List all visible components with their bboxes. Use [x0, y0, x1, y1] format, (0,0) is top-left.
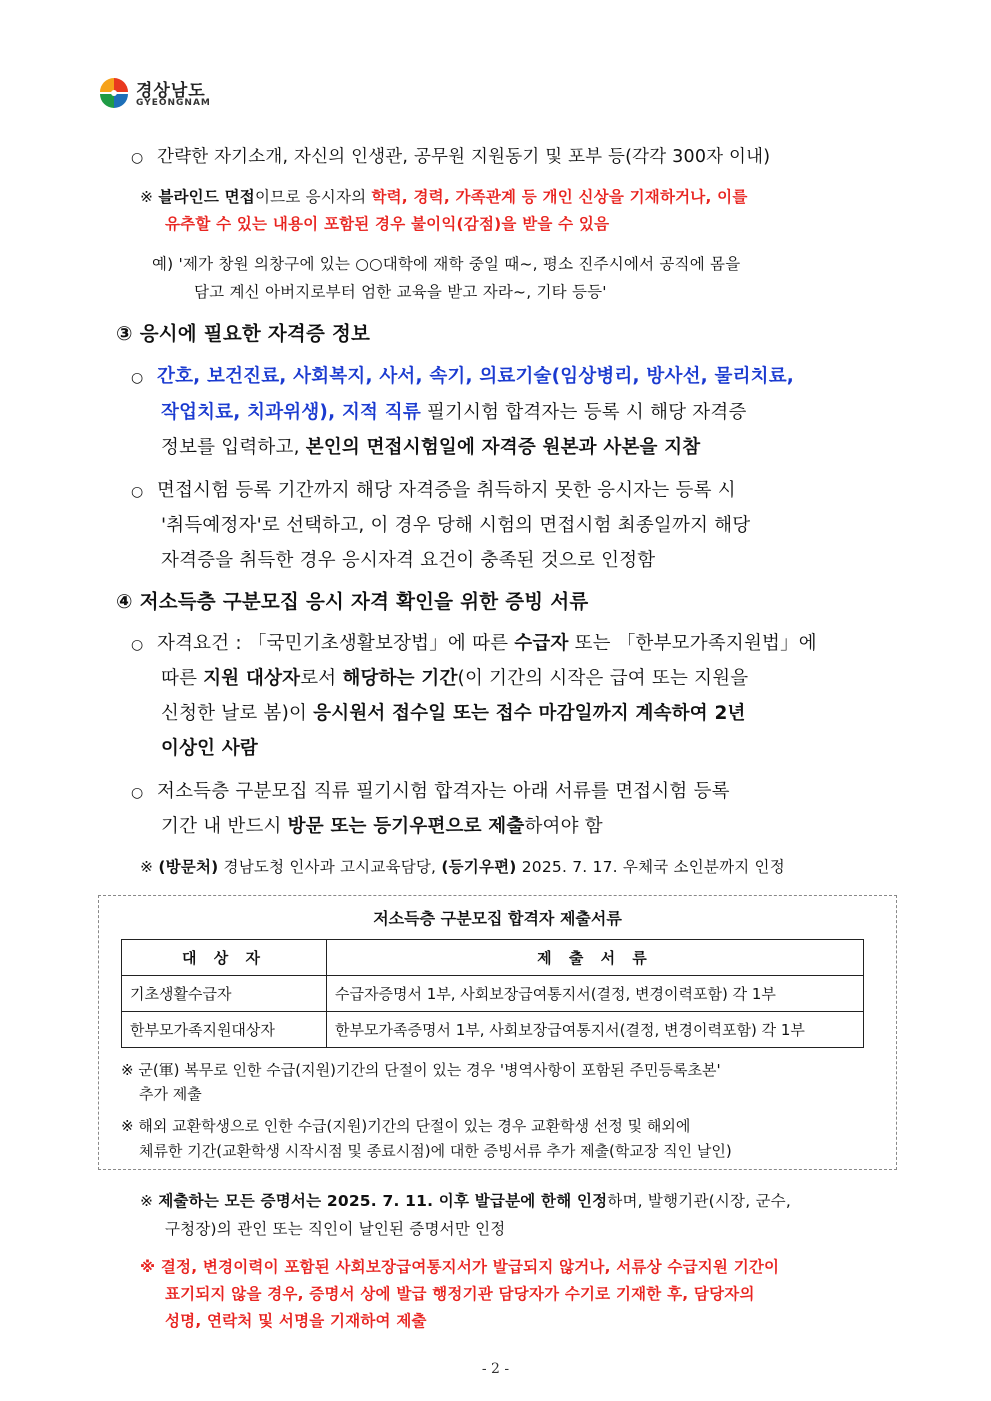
s4-l2e: (이 기간의 시작은 급여 또는 지원을	[457, 668, 749, 689]
section4-bullet2-line1	[131, 777, 730, 803]
section3-title: ③ 응시에 필요한 자격증 정보	[116, 322, 371, 345]
s4-l3b: 응시원서 접수일 또는 접수 마감일까지 계속하여 2년	[313, 703, 746, 724]
s4-b2-l1: 저소득층 구분모집 직류 필기시험 합격자는 아래 서류를 면접시험 등록	[157, 781, 730, 802]
blind-note-bold: 블라인드 면접	[158, 188, 255, 206]
example-line2: 담고 계신 아버지로부터 엄한 교육을 받고 자라~, 기타 등등'	[194, 283, 607, 301]
blind-note-line1	[140, 185, 748, 207]
page-number: - 2 -	[481, 1361, 510, 1377]
section3-bullet2-line2: '취득예정자'로 선택하고, 이 경우 당해 시험의 면접시험 최종일까지 해당	[161, 515, 751, 536]
section3-bullet2-line1	[131, 476, 736, 502]
table-row	[122, 1012, 864, 1048]
section3-bullet1-line3	[161, 433, 700, 459]
section3-blue2: 작업치료, 치과위생), 지적 직류	[161, 402, 421, 423]
intro-bullet-text: 간략한 자기소개, 자신의 인생관, 공무원 지원동기 및 포부 등(각각 300자 이내)	[157, 147, 771, 167]
section3-normal2: 필기시험 합격자는 등록 시 해당 자격증	[420, 402, 747, 423]
submission-documents-box	[98, 895, 897, 1170]
blind-note-red1: 학력, 경력, 가족관계 등 개인 신상을 기재하거나, 이를	[371, 188, 748, 206]
table-header-documents: 제 출 서 류	[327, 940, 864, 976]
section4-bullet1-line1	[131, 629, 817, 655]
box-note2-line1: ※ 해외 교환학생으로 인한 수급(지원)기간의 단절이 있는 경우 교환학생 선정 및 해외에	[121, 1117, 691, 1135]
bullet-circle-icon: ○	[131, 370, 144, 386]
logo-english-text: GYEONGNAM	[136, 98, 211, 108]
s4-l1c: 또는 「한부모가족지원법」에	[568, 633, 817, 654]
gyeongnam-logo	[96, 70, 236, 116]
table-cell: 한부모가족지원대상자	[122, 1012, 327, 1048]
s4-b2-l2b: 방문 또는 등기우편으로 제출	[287, 816, 525, 837]
example-line1: 예) '제가 창원 의창구에 있는 ○○대학에 재학 중일 때~, 평소 진주시에서 공직에 몸을	[152, 255, 741, 273]
box-note1-line2: 추가 제출	[139, 1085, 202, 1103]
bullet-circle-icon: ○	[131, 637, 144, 653]
section3-b2-text1: 면접시험 등록 기간까지 해당 자격증을 취득하지 못한 응시자는 등록 시	[157, 480, 736, 501]
box-note1-line1: ※ 군(軍) 복무로 인한 수급(지원)기간의 단절이 있는 경우 '병역사항이 포함된 주민등록초본'	[121, 1061, 721, 1079]
bullet-circle-icon: ○	[131, 785, 144, 801]
s4-b2-l2c: 하여야 함	[524, 816, 603, 837]
table-cell: 수급자증명서 1부, 사회보장급여통지서(결정, 변경이력포함) 각 1부	[327, 976, 864, 1012]
table-row	[122, 976, 864, 1012]
note-mark: ※	[140, 858, 159, 876]
section4-title: ④ 저소득층 구분모집 응시 자격 확인을 위한 증빙 서류	[116, 590, 589, 613]
s4-l2d: 해당하는 기간	[342, 668, 458, 689]
submission-documents-table	[121, 939, 864, 1048]
cert-note-normal: 하며, 발행기관(시장, 군수,	[607, 1192, 791, 1210]
intro-bullet	[131, 143, 770, 168]
table-cell: 한부모가족증명서 1부, 사회보장급여통지서(결정, 변경이력포함) 각 1부	[327, 1012, 864, 1048]
section4-bullet1-line3	[161, 699, 746, 725]
table-header-row	[122, 940, 864, 976]
box-title: 저소득층 구분모집 합격자 제출서류	[373, 909, 622, 928]
bullet-circle-icon: ○	[131, 484, 144, 500]
table-header-target: 대 상 자	[122, 940, 327, 976]
blind-note-red2: 유추할 수 있는 내용이 포함된 경우 불이익(감점)을 받을 수 있음	[165, 215, 610, 233]
table-cell: 기초생활수급자	[122, 976, 327, 1012]
blind-note-normal: 이므로 응시자의	[254, 188, 372, 206]
s4-l2b: 지원 대상자	[203, 668, 301, 689]
section3-bold3: 본인의 면접시험일에 자격증 원본과 사본을 지참	[305, 437, 701, 458]
note-mark: ※	[140, 1192, 159, 1210]
certificate-note-line2: 구청장)의 관인 또는 직인이 날인된 증명서만 인정	[165, 1220, 506, 1238]
s4-l1b: 수급자	[514, 633, 569, 654]
box-note2-line2: 체류한 기간(교환학생 시작시점 및 종료시점)에 대한 증빙서류 추가 제출(학교장 직인 날인)	[139, 1142, 732, 1160]
note-visit-place: 경남도청 인사과 고시교육담당,	[218, 858, 442, 876]
note-mark: ※	[140, 188, 154, 206]
s4-l2a: 따른	[161, 668, 204, 689]
section3-bullet2-line3: 자격증을 취득한 경우 응시자격 요건이 충족된 것으로 인정함	[161, 550, 656, 571]
red-note-line2: 표기되지 않을 경우, 증명서 상에 발급 행정기관 담당자가 수기로 기재한 후, 담당자의	[165, 1285, 755, 1303]
section4-bullet1-line4: 이상인 사람	[161, 738, 258, 759]
bullet-circle-icon: ○	[131, 150, 144, 166]
s4-b2-l2a: 기간 내 반드시	[161, 816, 288, 837]
red-note-line3: 성명, 연락처 및 서명을 기재하여 제출	[165, 1312, 427, 1330]
gyeongnam-emblem-icon	[96, 72, 132, 112]
section4-bullet1-line2	[161, 664, 748, 690]
red-note-line1: ※ 결정, 변경이력이 포함된 사회보장급여통지서가 발급되지 않거나, 서류상 수급지원 기간이	[140, 1258, 780, 1276]
s4-l2c: 로서	[300, 668, 343, 689]
cert-note-bold: 제출하는 모든 증명서는 2025. 7. 11. 이후 발급분에 한해 인정	[158, 1192, 608, 1210]
note-visit-label: (방문처)	[158, 858, 219, 876]
s4-l3a: 신청한 날로 봄)이	[161, 703, 314, 724]
certificate-note-line1	[140, 1189, 791, 1211]
section3-blue1: 간호, 보건진료, 사회복지, 사서, 속기, 의료기술(임상병리, 방사선, 물리치료,	[157, 366, 795, 387]
note-mail-deadline: 2025. 7. 17. 우체국 소인분까지 인정	[516, 858, 785, 876]
logo-korean-text: 경상남도	[136, 81, 206, 101]
submission-location-note	[140, 855, 785, 877]
blind-note-line2	[165, 212, 609, 234]
s4-l1a: 자격요건 : 「국민기초생활보장법」에 따른	[157, 633, 515, 654]
section4-bullet2-line2	[161, 812, 603, 838]
section3-normal3: 정보를 입력하고,	[161, 437, 306, 458]
section3-bullet1-line2	[161, 398, 747, 424]
note-mail-label: (등기우편)	[441, 858, 517, 876]
section3-bullet1-line1	[131, 362, 794, 388]
